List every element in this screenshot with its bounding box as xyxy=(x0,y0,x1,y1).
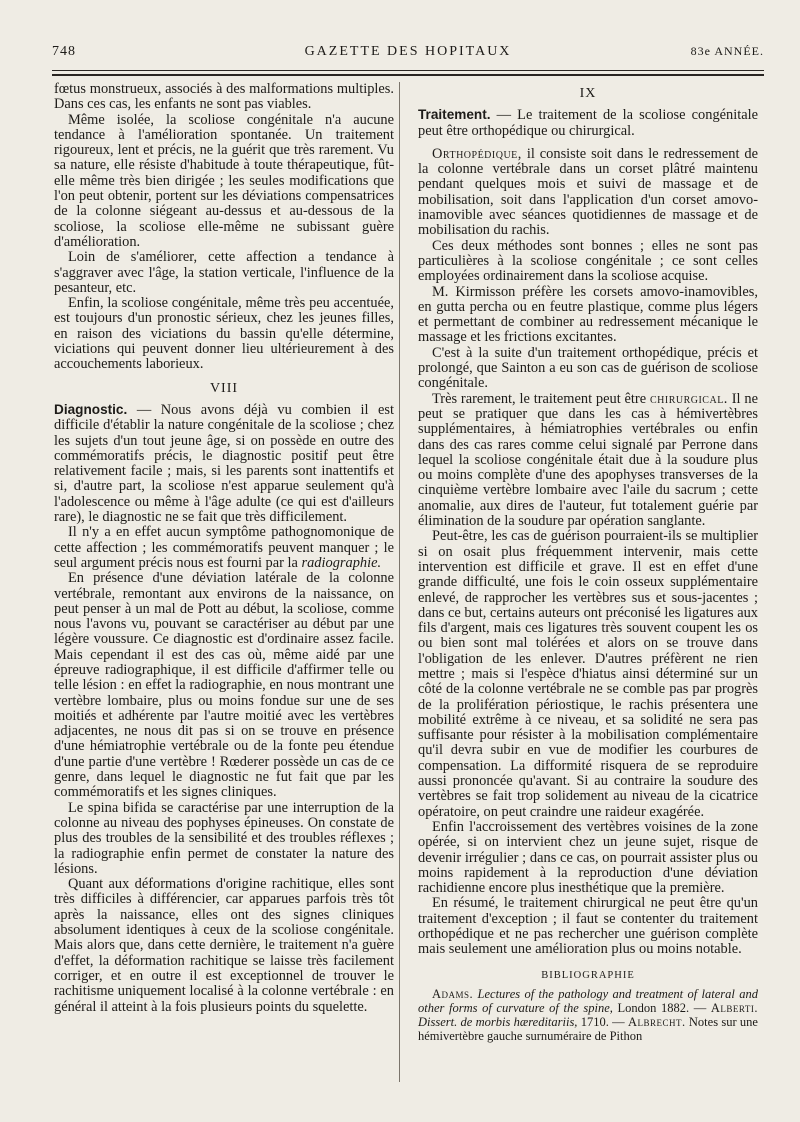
paragraph: Quant aux déformations d'origine rachitique, elles sont très difficiles à différencier, car apparues parfois très tôt après la naissance, elles ont des signes cliniques absolument identiques à ceux de la scoliose congénitale. Mais alors que, dans cette dernière, le traitement n'a guère d'effet, la déformation rachitique se laisse très facilement corriger, et en outre il est exceptionnel de trouver le rachitisme uniquement localisé à la colonne vertébrale : en général il atteint à la fois plusieurs points du squelette. xyxy=(54,876,394,1015)
paragraph: Enfin l'accroissement des vertèbres voisines de la zone opérée, si on intervient chez un jeune sujet, risque de devenir irrégulier ; dans ce cas, on pourrait assister plus ou moins rapidement à la reproduction d'une déviation rachidienne encore plus inesthétique que la première. xyxy=(418,818,758,897)
paragraph-text: Il ne peut se pratiquer que dans les cas à hémivertèbres supplémentaires, à hémiatrophies vertébrales ou enfin dans des cas rares comme celui signalé par Perrone dans lequel la scoliose congénitale était due à la soudure plus ou moins complète d'une des apophyses transverses de la cinquième vertèbre lombaire avec l'aile du sacrum ; cette anomalie, aux dires de l'auteur, fut totalement guérie par élimination de la soudure par opération sanglante. xyxy=(418,390,758,530)
diagnostic-text: — Nous avons déjà vu combien il est difficile d'établir la nature congénitale de la scoliose ; chez les sujets d'un tout jeune âge, si on possède en outre des commémoratifs précis, le diagnostic positif peut être relativement facile ; mais, si les parents sont inattentifs et si, d'autre part, la scoliose n'est apparue seulement qu'à l'adolescence ou même à l'âge adulte (ce qui est d'ailleurs rare), le diagnostic ne se fait que très difficilement. xyxy=(54,401,394,526)
bibliography-entries xyxy=(418,987,758,1043)
paragraph: Même isolée, la scoliose congénitale n'a aucune tendance à l'amélioration spontanée. Un traitement rigoureux, lent et précis, ne la guérit que très rarement. Vu sa nature, elle résiste d'habitude à toute thérapeutique, fût-elle même très bien dirigée ; les seules modifications que l'on peut obtenir, portent sur les déviations compensatrices de la colonne siégeant au-dessus et au-dessous de la scoliose, la scoliose elle-même ne subissant guère d'amélioration. xyxy=(54,111,394,250)
paragraph: Peut-être, les cas de guérison pourraient-ils se multiplier si on osait plus fréquemment intervenir, mais cette intervention est difficile et grave. Il est en effet d'une grande difficulté, une fois le coin osseux supplémentaire enlevé, de rapprocher les vertèbres sus et sous-jacentes ; dans ce but, certains auteurs ont préconisé les ligatures aux fils d'argent, mais ces ligatures très souvent coupent les os ou bien sont mal tolérées et alors on se trouve dans l'obligation de les enlever. D'autres préfèrent ne rien mettre ; mais si l'espèce d'hiatus ainsi déterminé sur un côté de la colonne vertébrale ne se comble pas par progrès de la prolifération périostique, le rachis présentera une mobilité extrême à ce niveau, et sa solidité ne sera pas suffisante pour résister à la mobilisation complémentaire qu'il devra subir en vue de modifier les courbures de compensation. La difformité risquera de se reproduire aussi prononcée qu'avant. Si au contraire la soudure des vertèbres se fait trop solidement au niveau de la cicatrice opératoire, on peut craindre une raideur exagérée. xyxy=(418,528,758,820)
work-title: Dissert. de morbis hæreditariis, xyxy=(418,1014,578,1029)
orthopedic-text: il consiste soit dans le redressement de la colonne vertébrale dans un corset plâtré maintenu pendant quelques mois et suivi de massage et de mobilisation, soit dans l'application d'un corset amovo-inamovible avec séances quotidiennes de massage et de mobilisation du rachis. xyxy=(418,145,758,239)
page-header xyxy=(52,44,764,64)
paragraph-text: Il n'y a en effet aucun symptôme pathognomonique de cette affection ; les commémoratifs peuvent manquer ; le seul argument précis nous est fourni par la xyxy=(54,524,394,571)
bibliography-heading: BIBLIOGRAPHIE xyxy=(541,969,635,981)
year-label: 83e ANNÉE. xyxy=(690,44,764,58)
paragraph-text: Très rarement, le traitement peut être xyxy=(432,390,650,407)
section-heading-ix: IX xyxy=(579,86,597,101)
diagnostic-lead: Diagnostic. xyxy=(54,401,128,417)
treatment-lead: Traitement. xyxy=(418,107,491,123)
right-column xyxy=(418,82,758,1043)
citation-detail: London 1882. — xyxy=(612,1000,711,1015)
citation-detail: 1710. — xyxy=(577,1014,628,1029)
column-divider xyxy=(399,82,400,1082)
page-number: 748 xyxy=(52,44,76,59)
work-title: Lectures of the pathology and treatment of lateral and other forms of curvature of the spine, xyxy=(418,986,758,1015)
header-rule-thick xyxy=(52,74,764,76)
surgical-paragraph xyxy=(418,392,758,530)
diagnostic-paragraph xyxy=(54,402,394,525)
author-name: Adams. xyxy=(432,986,474,1001)
left-column xyxy=(54,82,394,1015)
paragraph: Le spina bifida se caractérise par une interruption de la colonne au niveau des pophyses épineuses. On constate de plus des troubles de la sensibilité et des troubles réflexes ; la radiographie enfin permet de constater la nature des lésions. xyxy=(54,799,394,877)
italic-term: radiographie. xyxy=(301,554,382,571)
treatment-text: — Le traitement de la scoliose congénitale peut être orthopédique ou chirurgical. xyxy=(418,107,758,139)
paragraph: C'est à la suite d'un traitement orthopédique, précis et prolongé, que Sainton a eu son cas de guérison de scoliose congénitale. xyxy=(418,344,758,392)
orthopedic-lead: Orthopédique, xyxy=(432,145,522,162)
author-name: Alberti. xyxy=(710,1000,758,1015)
paragraph: M. Kirmisson préfère les corsets amovo-inamovibles, en gutta percha ou en feutre plastique, comme plus légers et permettant de combiner au redressement mécanique le massage et les frictions excitantes. xyxy=(418,283,758,346)
citation-detail: Notes sur une hémivertèbre gauche surnuméraire de Pithon xyxy=(418,1014,758,1043)
header-rule-thin xyxy=(52,70,764,71)
paragraph: Enfin, la scoliose congénitale, même très peu accentuée, est toujours d'un pronostic sérieux, chez les jeunes filles, en raison des viciations du bassin qu'elle détermine, viciations qui peuvent donner lieu ultérieurement à des accouchements laborieux. xyxy=(54,295,394,373)
paragraph: Loin de s'améliorer, cette affection a tendance à s'aggraver avec l'âge, la station verticale, l'influence de la pesanteur, etc. xyxy=(54,249,394,296)
paragraph: Ces deux méthodes sont bonnes ; elles ne sont pas particulières à la scoliose congénitale ; ce sont celles employées ordinairement dans la scoliose acquise. xyxy=(418,237,758,285)
paragraph: fœtus monstrueux, associés à des malformations multiples. Dans ces cas, les enfants ne sont pas viables. xyxy=(54,81,394,113)
paragraph xyxy=(54,525,394,571)
orthopedic-paragraph xyxy=(418,147,758,239)
author-name: Albrecht. xyxy=(627,1014,686,1029)
surgical-term: chirurgical. xyxy=(649,390,728,407)
paragraph: En résumé, le traitement chirurgical ne peut être qu'un traitement d'exception ; il faut se contenter du traitement orthopédique et ne pas rechercher une guérison complète mais seulement une amélioration plus ou moins notable. xyxy=(418,895,758,958)
section-heading-viii: VIII xyxy=(209,380,239,396)
paragraph: En présence d'une déviation latérale de la colonne vertébrale, remontant aux environs de la naissance, on peut penser à un mal de Pott au début, la scoliose, comme nous l'avons vu, pouvant se caractériser au début par une légère voussure. Ce diagnostic est d'ordinaire assez facile. Mais cependant il est des cas où, même aidé par une épreuve radiographique, il est difficile d'affirmer telle ou telle lésion : en effet la radiographie, en nous montrant une vertèbre lombaire, plus ou moins fondue sur une de ses moitiés et adhérente par l'autre moitié avec les vertèbres adjacentes, ne nous dit pas si on se trouve en présence d'une hémiatrophie vertébrale ou de la fonte peu étendue d'une partie d'une vertèbre ! Rœderer possède un cas de ce genre, dans lequel le diagnostic ne fut fait que par les commémoratifs et les signes cliniques. xyxy=(54,570,394,801)
journal-title: GAZETTE DES HOPITAUX xyxy=(304,44,512,59)
treatment-paragraph xyxy=(418,107,758,139)
